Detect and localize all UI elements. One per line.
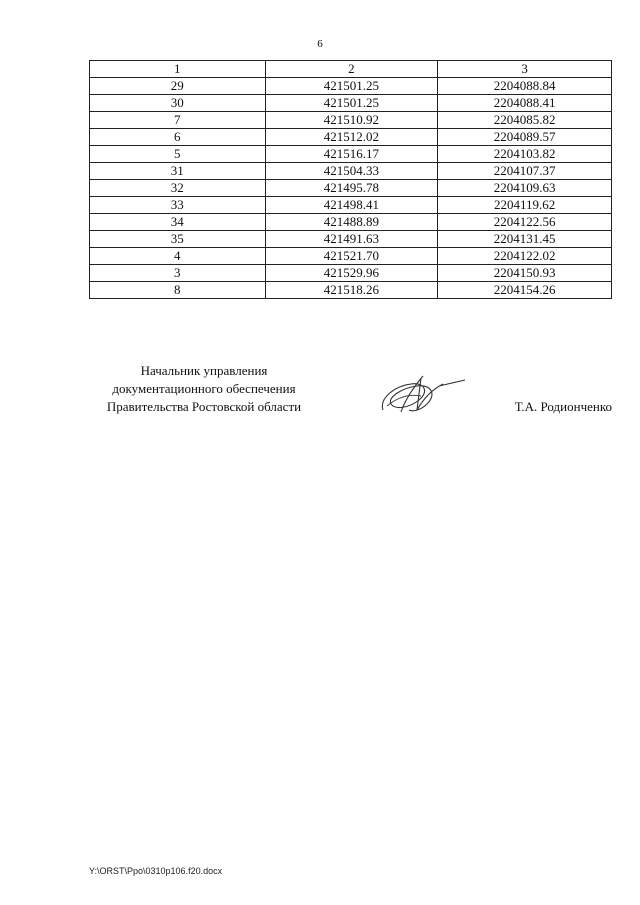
y-coordinate-cell: 2204103.82 — [438, 146, 612, 163]
y-coordinate-cell: 2204109.63 — [438, 180, 612, 197]
y-coordinate-cell: 2204119.62 — [438, 197, 612, 214]
y-coordinate-cell: 2204122.56 — [438, 214, 612, 231]
x-coordinate-cell: 421510.92 — [265, 112, 438, 129]
column-header-3: 3 — [438, 61, 612, 78]
column-header-2: 2 — [265, 61, 438, 78]
table-header-row — [90, 61, 612, 78]
position-line-3: Правительства Ростовской области — [106, 399, 302, 414]
point-number-cell: 35 — [90, 231, 266, 248]
signer-name: Т.А. Родионченко — [514, 399, 612, 414]
x-coordinate-cell: 421504.33 — [265, 163, 438, 180]
handwritten-signature — [377, 370, 467, 416]
signature-block — [89, 362, 612, 422]
y-coordinate-cell: 2204088.84 — [438, 78, 612, 95]
table-row — [90, 112, 612, 129]
y-coordinate-cell: 2204154.26 — [438, 282, 612, 299]
point-number-cell: 4 — [90, 248, 266, 265]
point-number-cell: 34 — [90, 214, 266, 231]
point-number-cell: 32 — [90, 180, 266, 197]
x-coordinate-cell: 421516.17 — [265, 146, 438, 163]
x-coordinate-cell: 421501.25 — [265, 95, 438, 112]
table-row — [90, 265, 612, 282]
y-coordinate-cell: 2204122.02 — [438, 248, 612, 265]
x-coordinate-cell: 421518.26 — [265, 282, 438, 299]
point-number-cell: 30 — [90, 95, 266, 112]
coordinates-table — [89, 60, 612, 299]
x-coordinate-cell: 421495.78 — [265, 180, 438, 197]
position-line-1: Начальник управления — [140, 363, 268, 378]
signer-position — [89, 362, 319, 416]
table-row — [90, 146, 612, 163]
table-row — [90, 163, 612, 180]
y-coordinate-cell: 2204131.45 — [438, 231, 612, 248]
point-number-cell: 29 — [90, 78, 266, 95]
point-number-cell: 3 — [90, 265, 266, 282]
position-line-2: документационного обеспечения — [112, 381, 296, 396]
point-number-cell: 7 — [90, 112, 266, 129]
x-coordinate-cell: 421501.25 — [265, 78, 438, 95]
page-number: 6 — [317, 38, 323, 50]
x-coordinate-cell: 421521.70 — [265, 248, 438, 265]
y-coordinate-cell: 2204089.57 — [438, 129, 612, 146]
column-header-1: 1 — [90, 61, 266, 78]
x-coordinate-cell: 421529.96 — [265, 265, 438, 282]
table-row — [90, 197, 612, 214]
table-row — [90, 129, 612, 146]
y-coordinate-cell: 2204088.41 — [438, 95, 612, 112]
x-coordinate-cell: 421491.63 — [265, 231, 438, 248]
table-row — [90, 214, 612, 231]
table-row — [90, 231, 612, 248]
point-number-cell: 31 — [90, 163, 266, 180]
table-row — [90, 78, 612, 95]
x-coordinate-cell: 421498.41 — [265, 197, 438, 214]
x-coordinate-cell: 421512.02 — [265, 129, 438, 146]
y-coordinate-cell: 2204150.93 — [438, 265, 612, 282]
table-row — [90, 282, 612, 299]
x-coordinate-cell: 421488.89 — [265, 214, 438, 231]
y-coordinate-cell: 2204085.82 — [438, 112, 612, 129]
footer-file-path: Y:\ORST\Ppo\0310p106.f20.docx — [89, 866, 223, 876]
y-coordinate-cell: 2204107.37 — [438, 163, 612, 180]
point-number-cell: 5 — [90, 146, 266, 163]
point-number-cell: 8 — [90, 282, 266, 299]
point-number-cell: 33 — [90, 197, 266, 214]
point-number-cell: 6 — [90, 129, 266, 146]
table-row — [90, 95, 612, 112]
table-row — [90, 248, 612, 265]
table-row — [90, 180, 612, 197]
